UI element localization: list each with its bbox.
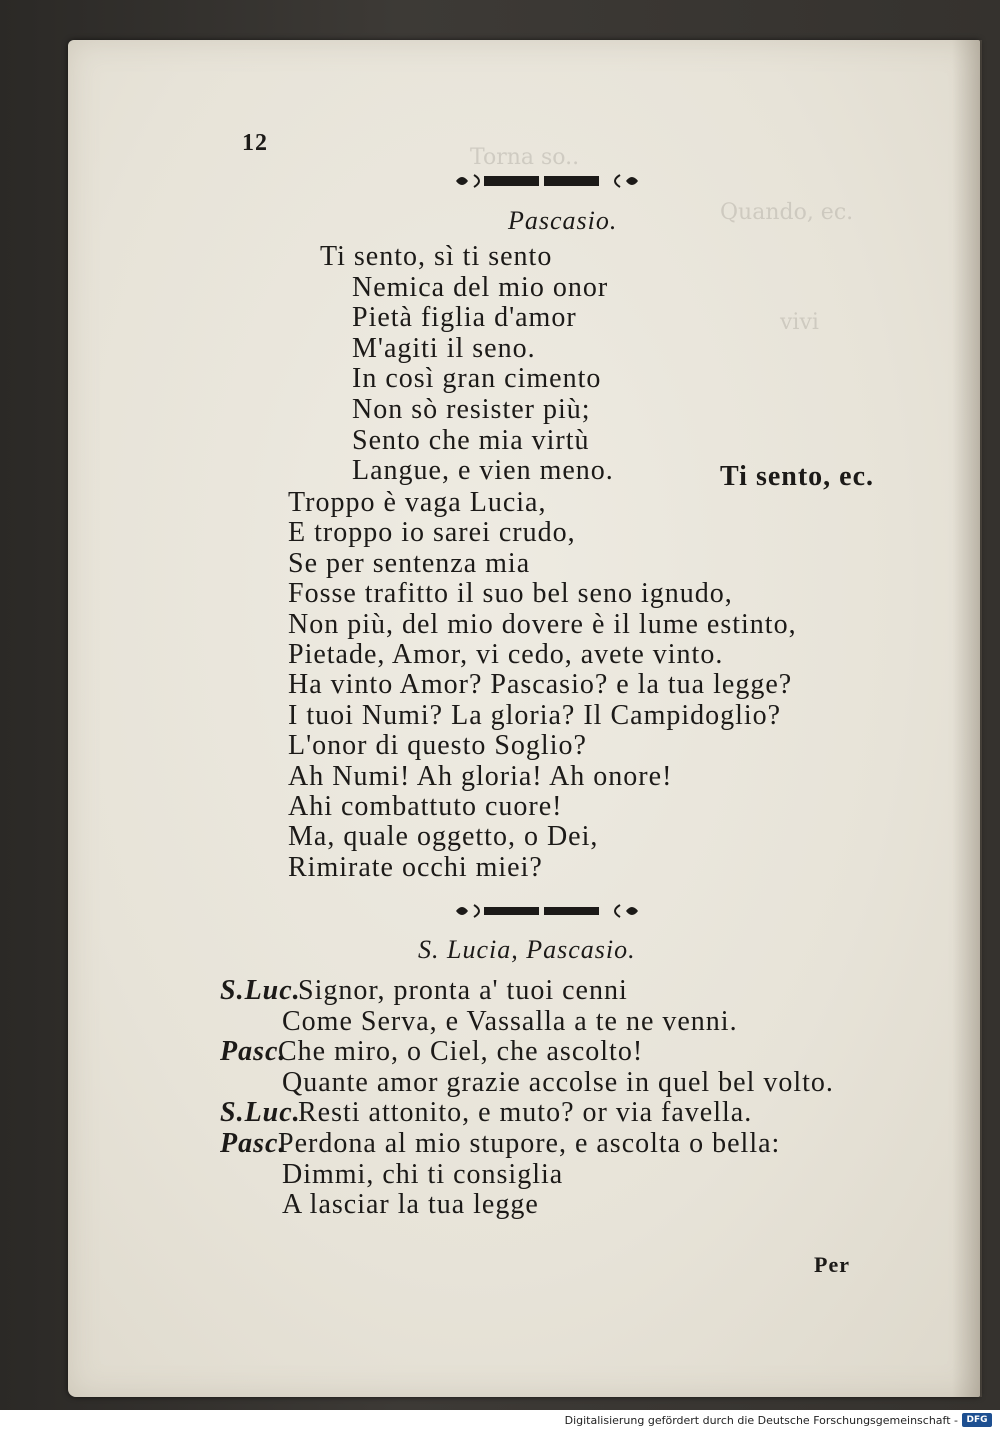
recitative-line: Se per sentenza mia xyxy=(288,547,531,579)
section-heading: Pascasio. xyxy=(508,206,618,235)
bleed-through-text: Torna so.. xyxy=(470,145,580,170)
recitative-line: E troppo io sarei crudo, xyxy=(288,517,576,549)
dialogue-line: Che miro, o Ciel, che ascolto! xyxy=(278,1036,644,1068)
scene-heading: S. Lucia, Pascasio. xyxy=(418,935,636,964)
recitative-line: Ah Numi! Ah gloria! Ah onore! xyxy=(288,760,673,792)
dialogue-line: Signor, pronta a' tuoi cenni xyxy=(298,975,628,1006)
speaker-label: S.Luc. xyxy=(220,1097,301,1129)
ornament-divider xyxy=(452,902,642,920)
catchword: Per xyxy=(814,1252,850,1277)
recitative-line: Ahi combattuto cuore! xyxy=(288,791,563,822)
aria-line: Sento che mia virtù xyxy=(352,424,590,456)
bleed-through-text: vivi xyxy=(780,310,819,335)
page-number: 12 xyxy=(242,130,268,156)
aria-line: Langue, e vien meno. xyxy=(352,455,614,487)
aria-line: M'agiti il seno. xyxy=(352,332,536,364)
dialogue-line: Resti attonito, e muto? or via favella. xyxy=(298,1097,753,1129)
dialogue-line: Dimmi, chi ti consiglia xyxy=(282,1158,564,1190)
recitative-line: Pietade, Amor, vi cedo, avete vinto. xyxy=(288,639,724,670)
recitative-line: Fosse trafitto il suo bel seno ignudo, xyxy=(288,578,733,610)
aria-line: Pietà figlia d'amor xyxy=(352,302,577,334)
aria-line: Nemica del mio onor xyxy=(352,271,609,303)
dialogue-line: Come Serva, e Vassalla a te ne venni. xyxy=(282,1005,738,1037)
recitative-line: Troppo è vaga Lucia, xyxy=(288,487,547,518)
footer-credit: Digitalisierung gefördert durch die Deutsche Forschungsgemeinschaft - xyxy=(564,1414,958,1427)
recitative-line: I tuoi Numi? La gloria? Il Campidoglio? xyxy=(288,699,782,731)
aria-line: In così gran cimento xyxy=(352,363,602,395)
recitative-line: Non più, del mio dovere è il lume estinto, xyxy=(288,608,797,640)
recitative-line: Ma, quale oggetto, o Dei, xyxy=(288,821,599,853)
dfg-logo: DFG xyxy=(962,1413,992,1427)
aria-line: Non sò resister più; xyxy=(352,394,591,425)
speaker-label: S.Luc. xyxy=(220,975,301,1006)
recitative-line: Ha vinto Amor? Pascasio? e la tua legge? xyxy=(288,669,793,701)
bleed-through-text: Quando, ec. xyxy=(720,200,854,225)
dialogue-line: Perdona al mio stupore, e ascolta o bella: xyxy=(278,1128,781,1159)
speaker-label: Pasc. xyxy=(220,1128,287,1159)
aria-line: Ti sento, sì ti sento xyxy=(320,241,553,272)
page-edge-shadow xyxy=(952,40,982,1397)
aria-da-capo: Ti sento, ec. xyxy=(720,461,875,492)
recitative-line: L'onor di questo Soglio? xyxy=(288,730,587,762)
speaker-label: Pasc. xyxy=(220,1036,287,1068)
dialogue-line: A lasciar la tua legge xyxy=(282,1189,539,1221)
recitative-line: Rimirate occhi miei? xyxy=(288,851,543,883)
ornament-divider xyxy=(452,172,642,190)
dialogue-line: Quante amor grazie accolse in quel bel volto. xyxy=(282,1066,834,1098)
